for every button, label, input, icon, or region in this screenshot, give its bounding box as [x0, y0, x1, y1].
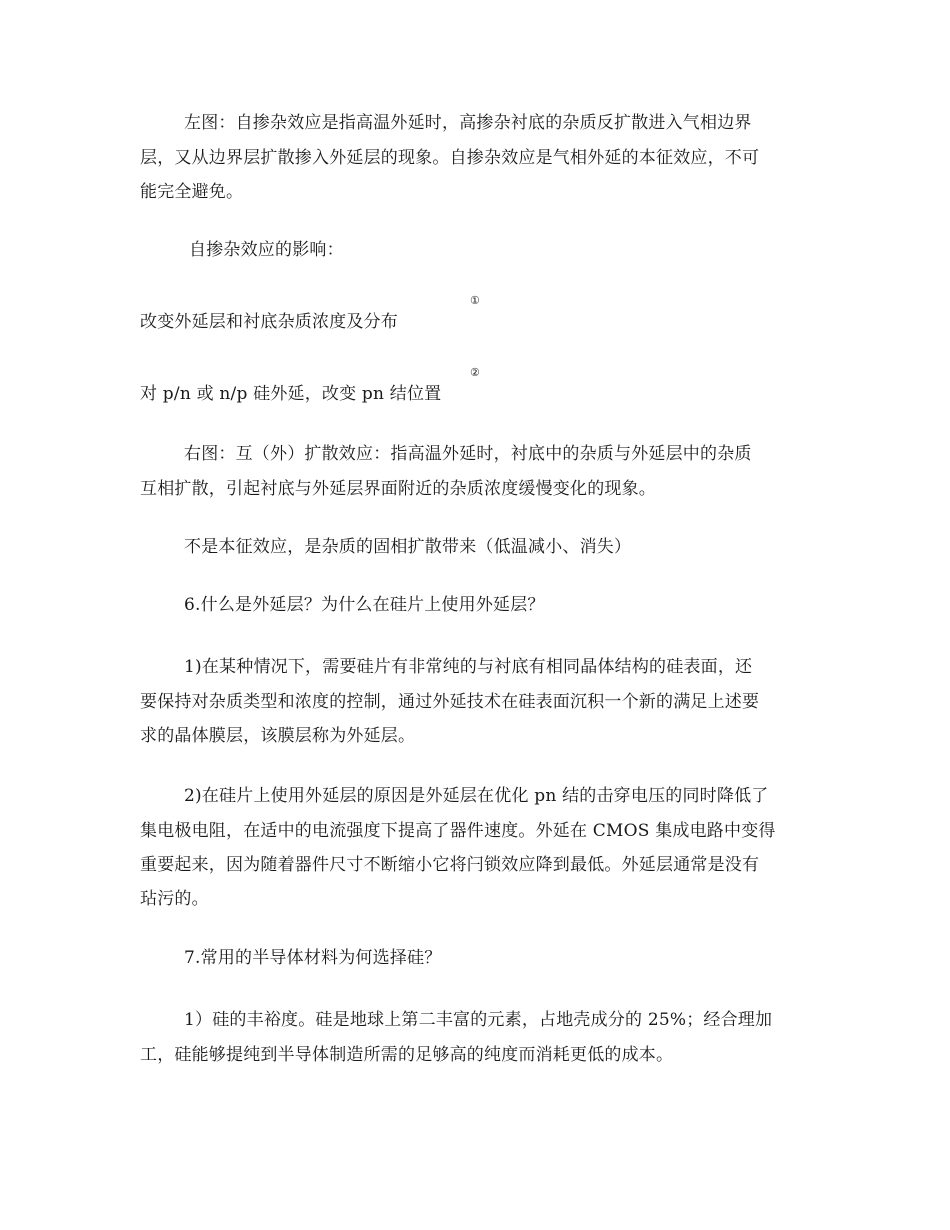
- question-heading: 7.常用的半导体材料为何选择硅？: [184, 948, 442, 968]
- text-line: 玷污的。: [140, 889, 209, 909]
- text-line: 不是本征效应，是杂质的固相扩散带来（低温减小、消失）: [184, 537, 632, 557]
- text-line: 1）硅的丰裕度。硅是地球上第二丰富的元素，占地壳成分的 25%；经合理加: [184, 1010, 773, 1030]
- text-line: 左图：自掺杂效应是指高温外延时，高掺杂衬底的杂质反扩散进入气相边界: [184, 113, 752, 133]
- text-line: 2)在硅片上使用外延层的原因是外延层在优化 pn 结的击穿电压的同时降低了: [184, 786, 769, 806]
- text-line: 重要起来，因为随着器件尺寸不断缩小它将闩锁效应降到最低。外延层通常是没有: [140, 855, 760, 875]
- text-line: 互相扩散，引起衬底与外延层界面附近的杂质浓度缓慢变化的现象。: [140, 479, 656, 499]
- circled-marker-2: ②: [470, 366, 480, 379]
- section-heading: 自掺杂效应的影响：: [189, 240, 344, 260]
- list-item: 改变外延层和衬底杂质浓度及分布: [140, 312, 398, 332]
- text-line: 1)在某种情况下，需要硅片有非常纯的与衬底有相同晶体结构的硅表面，还: [184, 657, 753, 677]
- question-heading: 6.什么是外延层？为什么在硅片上使用外延层？: [184, 595, 545, 615]
- text-line: 层，又从边界层扩散掺入外延层的现象。自掺杂效应是气相外延的本征效应，不可: [140, 148, 760, 168]
- text-line: 要保持对杂质类型和浓度的控制，通过外延技术在硅表面沉积一个新的满足上述要: [140, 692, 760, 712]
- text-line: 工，硅能够提纯到半导体制造所需的足够高的纯度而消耗更低的成本。: [140, 1045, 674, 1065]
- list-item: 对 p/n 或 n/p 硅外延，改变 pn 结位置: [140, 384, 442, 404]
- text-line: 集电极电阻，在适中的电流强度下提高了器件速度。外延在 CMOS 集成电路中变得: [140, 821, 776, 841]
- circled-marker-1: ①: [470, 294, 480, 307]
- text-line: 右图：互（外）扩散效应：指高温外延时，衬底中的杂质与外延层中的杂质: [184, 444, 752, 464]
- text-line: 求的晶体膜层，该膜层称为外延层。: [140, 726, 416, 746]
- text-line: 能完全避免。: [140, 182, 244, 202]
